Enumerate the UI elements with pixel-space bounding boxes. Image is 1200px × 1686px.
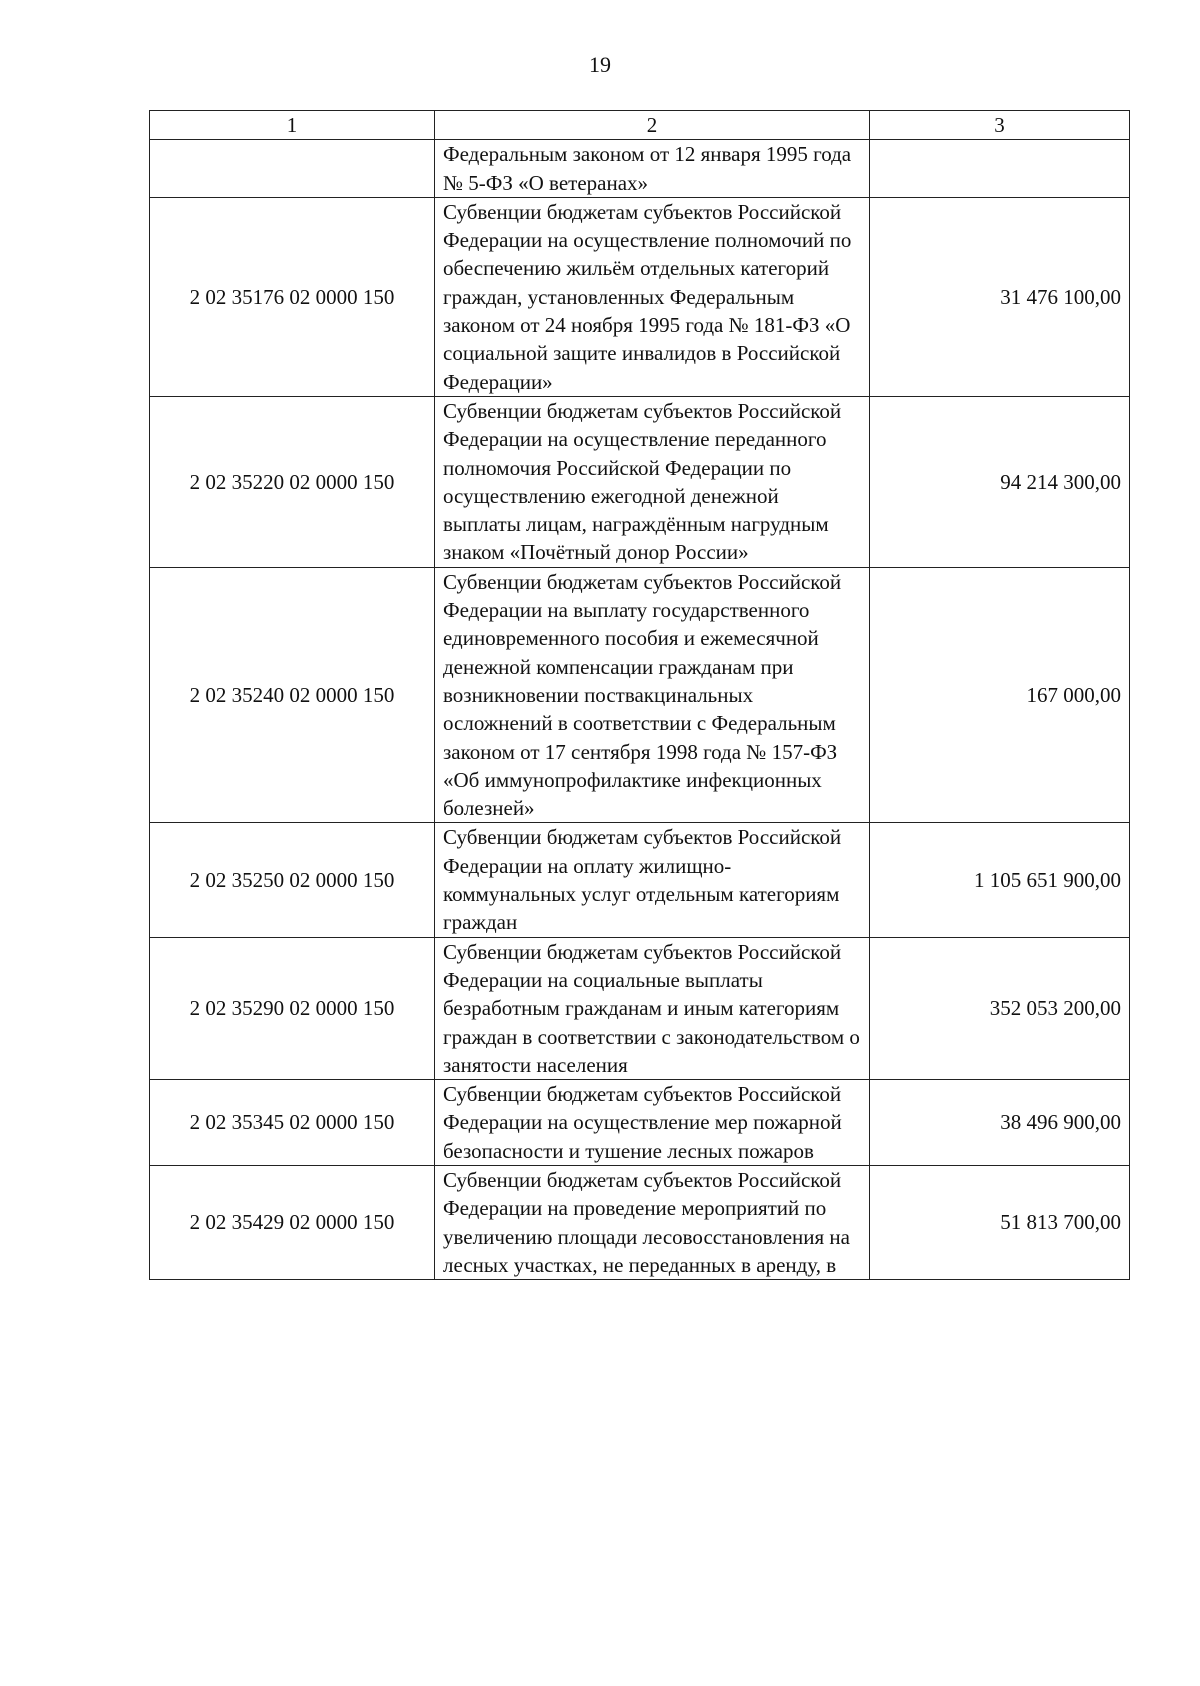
row-description: Субвенции бюджетам субъектов Российской Федерации на осуществление переданного полномочия Российской Федерации по осуществлению ежегодной денежной выплаты лицам, награждённым нагрудным знаком «Почётный донор России»: [435, 396, 870, 567]
table-row: [150, 1080, 1130, 1166]
page-number: 19: [589, 52, 611, 77]
table-row: [150, 567, 1130, 823]
row-description: Субвенции бюджетам субъектов Российской Федерации на проведение мероприятий по увеличению площади лесовосстановления на лесных участках, не переданных в аренду, в: [435, 1165, 870, 1279]
row-description: Субвенции бюджетам субъектов Российской Федерации на осуществление мер пожарной безопасности и тушение лесных пожаров: [435, 1080, 870, 1166]
row-amount: 352 053 200,00: [870, 937, 1130, 1079]
row-description: Федеральным законом от 12 января 1995 года № 5-ФЗ «О ветеранах»: [435, 140, 870, 198]
row-code: 2 02 35240 02 0000 150: [150, 567, 435, 823]
row-amount: 51 813 700,00: [870, 1165, 1130, 1279]
row-amount: 167 000,00: [870, 567, 1130, 823]
row-code: 2 02 35429 02 0000 150: [150, 1165, 435, 1279]
column-header-1: 1: [150, 111, 435, 140]
column-header-2: 2: [435, 111, 870, 140]
budget-table: [149, 110, 1130, 1280]
row-description: Субвенции бюджетам субъектов Российской Федерации на социальные выплаты безработным гражданам и иным категориям граждан в соответствии с законодательством о занятости населения: [435, 937, 870, 1079]
row-description: Субвенции бюджетам субъектов Российской Федерации на выплату государственного единовременного пособия и ежемесячной денежной компенсации гражданам при возникновении поствакцинальных осложнений в соответствии с Федеральным законом от 17 сентября 1998 года № 157-ФЗ «Об иммунопрофилактике инфекционных болезней»: [435, 567, 870, 823]
row-code: 2 02 35345 02 0000 150: [150, 1080, 435, 1166]
table-row: [150, 197, 1130, 396]
row-code: 2 02 35290 02 0000 150: [150, 937, 435, 1079]
header-row: [150, 111, 1130, 140]
row-code: 2 02 35250 02 0000 150: [150, 823, 435, 937]
row-amount: 38 496 900,00: [870, 1080, 1130, 1166]
table-row: [150, 823, 1130, 937]
column-header-3: 3: [870, 111, 1130, 140]
table-row: [150, 396, 1130, 567]
table-row: [150, 937, 1130, 1079]
row-code: [150, 140, 435, 198]
row-amount: 31 476 100,00: [870, 197, 1130, 396]
row-amount: 1 105 651 900,00: [870, 823, 1130, 937]
table-row: [150, 140, 1130, 198]
row-description: Субвенции бюджетам субъектов Российской Федерации на оплату жилищно-коммунальных услуг отдельным категориям граждан: [435, 823, 870, 937]
row-amount: [870, 140, 1130, 198]
row-code: 2 02 35176 02 0000 150: [150, 197, 435, 396]
table-row: [150, 1165, 1130, 1279]
row-code: 2 02 35220 02 0000 150: [150, 396, 435, 567]
row-description: Субвенции бюджетам субъектов Российской Федерации на осуществление полномочий по обеспечению жильём отдельных категорий граждан, установленных Федеральным законом от 24 ноября 1995 года № 181-ФЗ «О социальной защите инвалидов в Российской Федерации»: [435, 197, 870, 396]
row-amount: 94 214 300,00: [870, 396, 1130, 567]
